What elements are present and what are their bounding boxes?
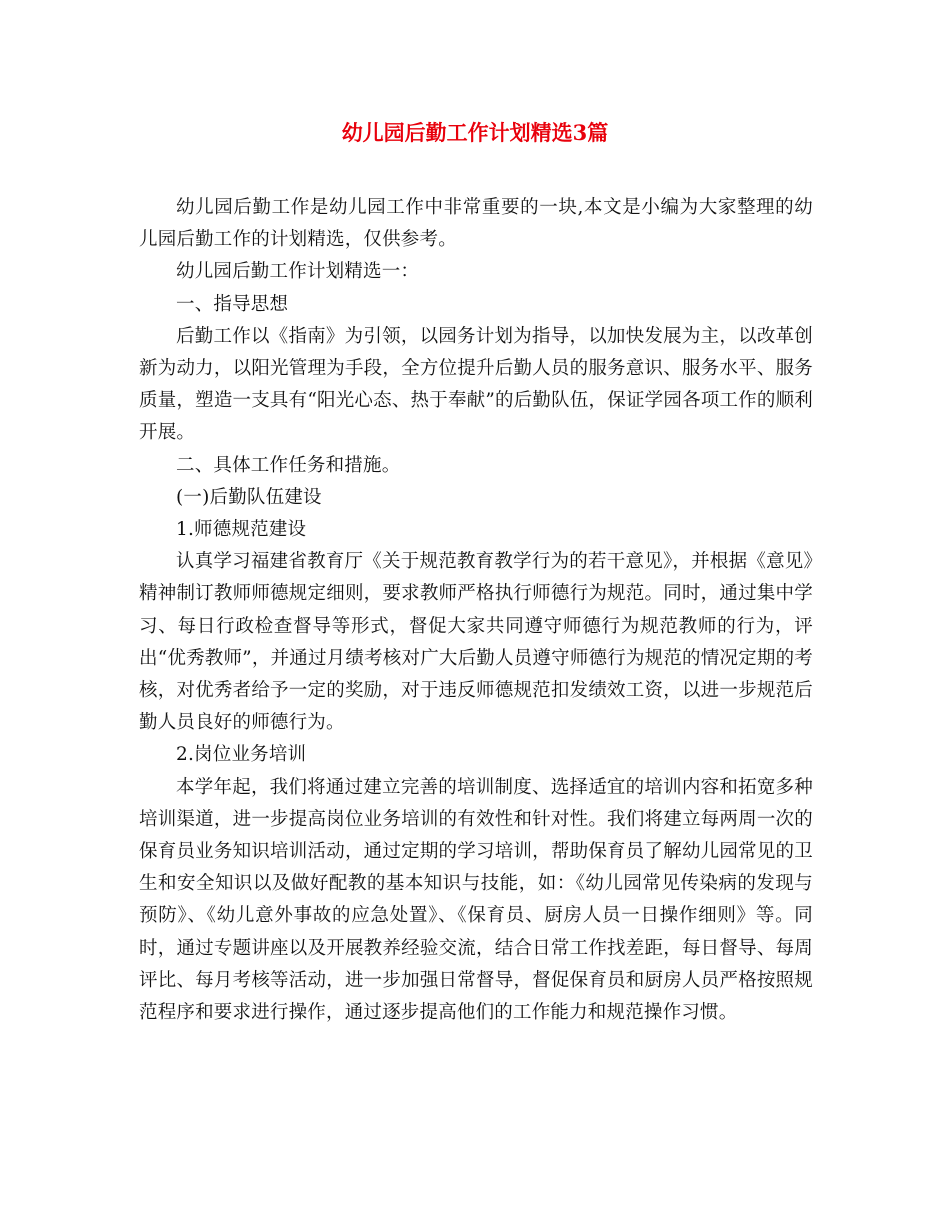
section-heading-guiding-ideology: 一、指导思想 — [176, 293, 289, 315]
document-title: 幼儿园后勤工作计划精选3篇 — [341, 120, 609, 145]
paragraph-training: 本学年起，我们将通过建立完善的培训制度、选择适宜的培训内容和拓宽多种培训渠道，进一步提高岗位业务培训的有效性和针对性。我们将建立每两周一次的保育员业务知识培训活动，通过定期的学习培训，帮助保育员了解幼儿园常见的卫生和安全知识以及做好配教的基本知识与技能，如：《幼儿园常见传染病的发现与预防》、《幼儿意外事故的应急处置》、《保育员、厨房人员一日操作细则》等。同时，通过专题讲座以及开展教养经验交流，结合日常工作找差距，每日督导、每周评比、每月考核等活动，进一步加强日常督导，督促保育员和厨房人员严格按照规范程序和要求进行操作，通过逐步提高他们的工作能力和规范操作习惯。 — [139, 776, 813, 1024]
paragraph-plan-heading: 幼儿园后勤工作计划精选一： — [176, 261, 420, 283]
item-heading-ethics: 1.师德规范建设 — [176, 519, 307, 541]
subsection-heading-team: (一)后勤队伍建设 — [176, 486, 322, 508]
paragraph-intro: 幼儿园后勤工作是幼儿园工作中非常重要的一块,本文是小编为大家整理的幼儿园后勤工作的计划精选，仅供参考。 — [139, 197, 813, 251]
paragraph-ethics: 认真学习福建省教育厅《关于规范教育教学行为的若干意见》，并根据《意见》精神制订教师师德规定细则，要求教师严格执行师德行为规范。同时，通过集中学习、每日行政检查督导等形式，督促大家共同遵守师德行为规范教师的行为，评出“优秀教师”，并通过月绩考核对广大后勤人员遵守师德行为规范的情况定期的考核，对优秀者给予一定的奖励，对于违反师德规范扣发绩效工资，以进一步规范后勤人员良好的师德行为。 — [139, 551, 813, 734]
paragraph-guiding-ideology: 后勤工作以《指南》为引领，以园务计划为指导，以加快发展为主，以改革创新为动力，以阳光管理为手段，全方位提升后勤人员的服务意识、服务水平、服务质量，塑造一支具有“阳光心态、热于奉献”的后勤队伍，保证学园各项工作的顺利开展。 — [139, 325, 813, 444]
item-heading-training: 2.岗位业务培训 — [176, 744, 307, 766]
document-body — [139, 192, 813, 1029]
section-heading-tasks: 二、具体工作任务和措施。 — [176, 454, 401, 476]
